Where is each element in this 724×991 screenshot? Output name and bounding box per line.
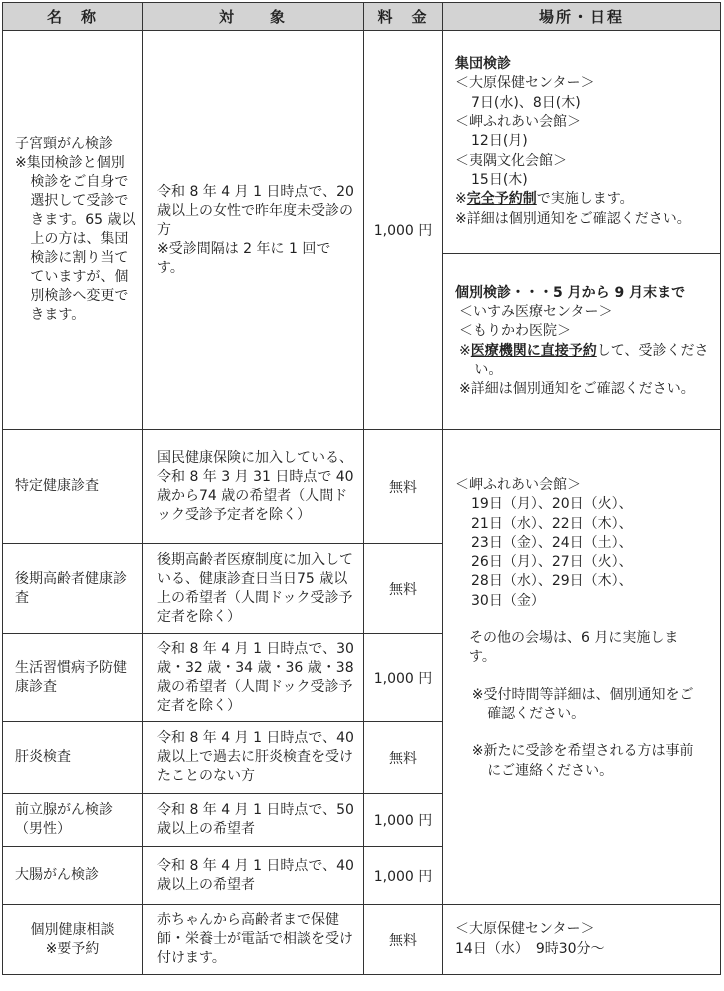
cervical-name-cell (3, 31, 143, 430)
header-row (3, 3, 721, 31)
specific-name: 特定健康診査 (3, 430, 143, 544)
consult-target: 赤ちゃんから高齢者まで保健師・栄養士が電話で相談を受け付けます。 (143, 905, 364, 975)
consult-schedule: 14日（水） 9時30分～ (455, 940, 605, 957)
hepatitis-fee: 無料 (364, 722, 443, 794)
cervical-name: 子宮頸がん検診 (15, 136, 113, 152)
header-name: 名 称 (3, 3, 143, 31)
hepatitis-name: 肝炎検査 (3, 722, 143, 794)
individual-reserve (459, 342, 710, 381)
individual-reserve-suffix: して、受診ください。 (474, 342, 709, 378)
specific-fee: 無料 (364, 430, 443, 544)
shared-dates2: 21日（水）、22日（木）、 (471, 515, 633, 532)
shared-schedule-cell (443, 430, 721, 905)
group-reserve-prefix: ※ (455, 191, 467, 208)
shared-note1: ※受付時間等詳細は、個別通知をご確認ください。 (471, 686, 694, 722)
shared-dates3: 23日（金）、24日（土）、 (471, 534, 633, 551)
lifestyle-fee: 1,000 円 (364, 634, 443, 722)
specific-target: 国民健康保険に加入している、令和 8 年 3 月 31 日時点で 40 歳から74 歳の希望者（人間ドック受診予定者を除く） (143, 430, 364, 544)
individual-reserve-prefix: ※ (459, 342, 471, 359)
shared-dates1: 19日（月）、20日（火）、 (471, 496, 633, 513)
shared-dates5: 28日（水）、29日（木）、 (471, 573, 633, 590)
group-venue1: ＜大原保健センター＞ (455, 75, 595, 92)
shared-dates6: 30日（金） (471, 592, 545, 609)
group-reserve (455, 190, 710, 209)
individual-venue1: ＜いすみ医療センター＞ (459, 303, 613, 320)
group-title: 集団検診 (455, 56, 511, 73)
group-reserve-suffix: で実施します。 (536, 191, 634, 208)
cervical-group-cell (443, 31, 721, 254)
individual-venue2: ＜もりかわ医院＞ (459, 323, 571, 340)
prostate-target: 令和 8 年 4 月 1 日時点で、50 歳以上の希望者 (143, 794, 364, 847)
group-date2: 12日(月) (471, 133, 528, 150)
group-venue3: ＜夷隅文化会館＞ (455, 152, 567, 169)
individual-reserve-bold: 医療機関に直接予約 (470, 342, 597, 359)
colon-target: 令和 8 年 4 月 1 日時点で、40 歳以上の希望者 (143, 847, 364, 905)
individual-detail: ※詳細は個別通知をご確認ください。 (459, 381, 695, 398)
elderly-fee: 無料 (364, 544, 443, 634)
lifestyle-name: 生活習慣病予防健康診査 (3, 634, 143, 722)
header-fee: 料 金 (364, 3, 443, 31)
cervical-fee: 1,000 円 (364, 31, 443, 430)
consult-place-cell (443, 905, 721, 975)
shared-other: その他の会場は、6 月に実施します。 (469, 630, 679, 666)
colon-name: 大腸がん検診 (3, 847, 143, 905)
group-detail: ※詳細は個別通知をご確認ください。 (455, 210, 691, 227)
group-date3: 15日(木) (471, 171, 528, 188)
row-specific (3, 430, 721, 544)
elderly-target: 後期高齢者医療制度に加入している、健康診査日当日75 歳以上の希望者（人間ドック受診予定者を除く） (143, 544, 364, 634)
header-target: 対 象 (143, 3, 364, 31)
row-cervical (3, 31, 721, 254)
cervical-individual-cell (443, 254, 721, 430)
shared-dates4: 26日（月）、27日（火）、 (471, 554, 633, 571)
prostate-name: 前立腺がん検診（男性） (3, 794, 143, 847)
individual-title: 個別検診・・・5 月から 9 月末まで (455, 284, 686, 301)
cervical-note: ※集団検診と個別検診をご自身で選択して受診できます。65 歳以上の方は、集団検診に割り当てていますが、個別検診へ変更できます。 (15, 155, 136, 323)
shared-venue: ＜岬ふれあい会館＞ (455, 477, 581, 493)
colon-fee: 1,000 円 (364, 847, 443, 905)
group-reserve-bold: 完全予約制 (466, 191, 537, 208)
cervical-target-note: ※受診間隔は 2 年に 1 回です。 (157, 240, 331, 276)
consult-note: ※要予約 (45, 940, 100, 957)
group-venue2: ＜岬ふれあい会館＞ (455, 114, 581, 131)
consult-venue: ＜大原保健センター＞ (455, 921, 595, 938)
cervical-target: 令和 8 年 4 月 1 日時点で、20歳以上の女性で昨年度未受診の方 (157, 183, 354, 238)
elderly-name: 後期高齢者健康診査 (3, 544, 143, 634)
row-consult (3, 905, 721, 975)
consult-name: 個別健康相談 (30, 921, 115, 938)
lifestyle-target: 令和 8 年 4 月 1 日時点で、30 歳・32 歳・34 歳・36 歳・38 歳の希望者（人間ドック受診予定者を除く） (143, 634, 364, 722)
header-place: 場所・日程 (443, 3, 721, 31)
prostate-fee: 1,000 円 (364, 794, 443, 847)
health-checkup-table (2, 2, 721, 975)
group-date1: 7日(水)、8日(木) (471, 94, 581, 111)
consult-name-cell (3, 905, 143, 975)
cervical-target-cell (143, 31, 364, 430)
consult-fee: 無料 (364, 905, 443, 975)
shared-note2: ※新たに受診を希望される方は事前にご連絡ください。 (471, 743, 694, 779)
hepatitis-target: 令和 8 年 4 月 1 日時点で、40 歳以上で過去に肝炎検査を受けたことのない方 (143, 722, 364, 794)
